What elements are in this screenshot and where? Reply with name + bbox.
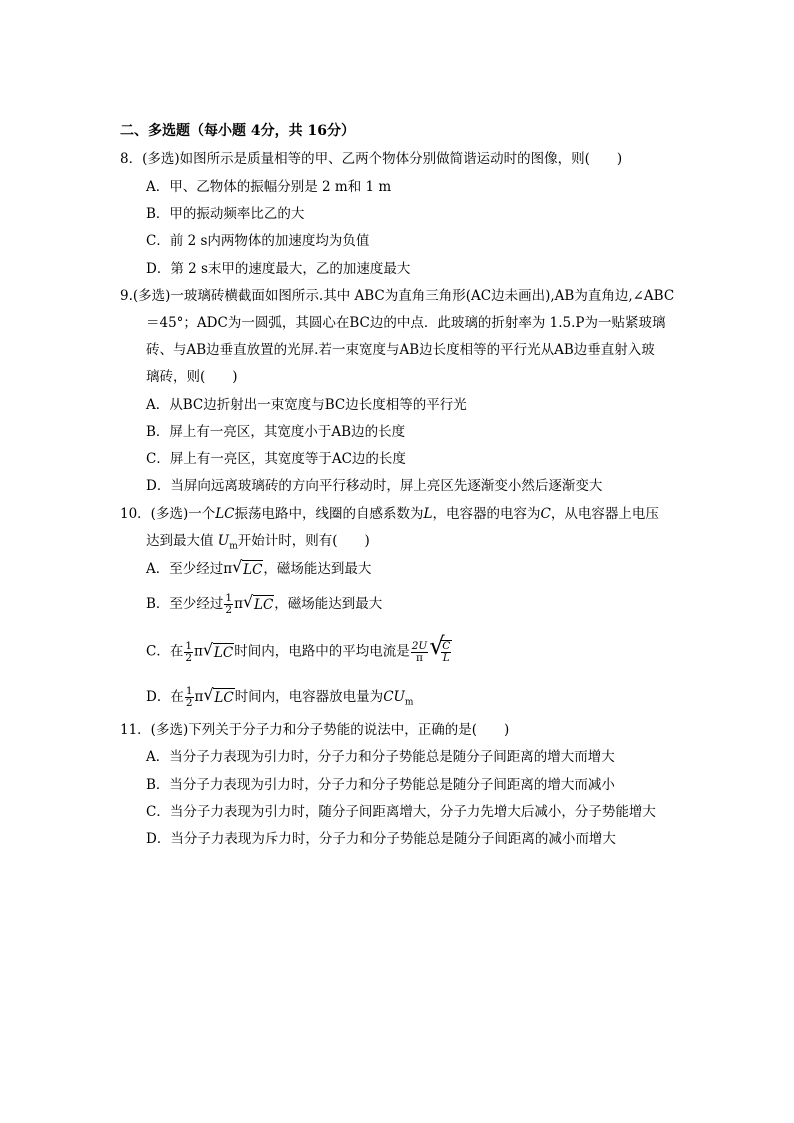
q10-option-d (146, 686, 413, 712)
q9-stem-line-1: 9.(多选)一玻璃砖横截面如图所示.其中 ABC为直角三角形(AC边未画出),AB为直角边,∠ABC (120, 288, 675, 304)
fraction-one-half (224, 593, 233, 616)
q10-option-a-text: ，磁场能达到最大 (263, 561, 372, 577)
q10-stem-text: 达到最大值 (146, 533, 214, 549)
q11-option-a: A．当分子力表现为引力时，分子力和分子势能总是随分子间距离的增大而增大 (146, 749, 615, 765)
q8-stem: 8．(多选)如图所示是质量相等的甲、乙两个物体分别做简谐运动时的图像，则( ) (120, 151, 623, 167)
pi-symbol: π (194, 643, 203, 660)
pi-symbol: π (234, 596, 243, 612)
fraction-one-half (185, 686, 194, 709)
q10-stem-text: 振荡电路中，线圈的自感系数为 (234, 506, 424, 522)
q8-option-c: C．前 2 s内两物体的加速度均为负值 (146, 233, 370, 249)
fraction-numerator: 1 (185, 685, 193, 697)
sqrt-lc: √ LC (202, 639, 234, 661)
q8-option-d: D．第 2 s末甲的速度最大，乙的加速度最大 (146, 261, 411, 277)
q10-option-a (146, 557, 372, 579)
sqrt-lc-body: LC (243, 562, 263, 578)
q10-lc-symbol: LC (215, 506, 235, 522)
q10-c-symbol: C (540, 506, 551, 522)
q9-stem-line-4: 璃砖，则( ) (146, 369, 238, 385)
q11-option-b: B．当分子力表现为引力时，分子力和分子势能总是随分子间距离的增大而减小 (146, 777, 615, 793)
fraction-denominator: L (442, 652, 450, 664)
q11-stem: 11．(多选)下列关于分子力和分子势能的说法中，正确的是( ) (120, 722, 510, 738)
sqrt-lc: √ LC (242, 592, 274, 613)
fraction-numerator: C (442, 640, 451, 652)
fraction-denominator: π (416, 651, 423, 664)
q10-option-d-text: D．在 (146, 689, 184, 705)
sqrt-lc-body: LC (213, 644, 234, 661)
q10-um-subscript: m (229, 541, 238, 552)
q9-option-a: A．从BC边折射出一束宽度与BC边长度相等的平行光 (146, 397, 467, 413)
fraction-denominator: 2 (185, 651, 193, 664)
section-title: 二、多选题（每小题 4分，共 16分） (120, 123, 355, 139)
fraction-numerator: 1 (185, 639, 193, 652)
q9-option-d: D．当屏向远离玻璃砖的方向平行移动时，屏上亮区先逐渐变小然后逐渐变大 (146, 478, 603, 494)
pi-symbol: π (194, 689, 204, 705)
q10-stem-line-1 (120, 505, 659, 523)
q10-stem-text: ，从电容器上电压 (550, 506, 659, 522)
sqrt-lc-body: LC (253, 597, 274, 613)
cu-symbol: CU (383, 689, 405, 705)
fraction-numerator: 1 (225, 592, 233, 604)
sqrt-c-over-l: √ $\frac{C}{L}$ (429, 632, 451, 664)
q10-option-c (146, 632, 452, 664)
q9-stem-line-2: ＝45°；ADC为一圆弧，其圆心在BC边的中点．此玻璃的折射率为 1.5.P为一贴紧玻璃 (146, 315, 666, 331)
fraction-2um-over-pi (411, 641, 429, 664)
q10-stem-line-2 (146, 532, 370, 556)
q10-l-symbol: L (423, 506, 433, 522)
q10-stem-text: ，电容器的电容为 (432, 506, 541, 522)
fraction-denominator: 2 (225, 604, 233, 616)
q10-option-d-text: 时间内，电容器放电量为 (234, 689, 384, 705)
q10-option-c-text: 时间内，电路中的平均电流是 (234, 643, 410, 660)
sqrt-lc: √ LC (232, 557, 263, 578)
fraction-numerator: 2U (411, 639, 428, 652)
q10-option-c-text: C．在 (146, 643, 184, 660)
q10-option-b (146, 593, 382, 616)
q10-stem-text: 开始计时，则有( ) (237, 533, 370, 549)
cu-subscript: m (404, 697, 414, 708)
q9-stem-line-3: 砖、与AB边垂直放置的光屏.若一束宽度与AB边长度相等的平行光从AB边垂直射入玻 (146, 342, 655, 358)
q10-option-a-text: A．至少经过π (146, 561, 233, 577)
fraction-one-half (184, 641, 193, 664)
q9-option-b: B．屏上有一亮区，其宽度小于AB边的长度 (146, 424, 406, 440)
sqrt-lc: √ LC (203, 685, 234, 706)
q10-um-symbol: U (217, 533, 230, 549)
q10-option-b-text: ，磁场能达到最大 (274, 596, 383, 612)
q10-option-b-text: B．至少经过 (146, 596, 224, 612)
sqrt-lc-body: LC (214, 690, 234, 706)
q8-option-a: A．甲、乙物体的振幅分别是 2 m和 1 m (146, 179, 392, 195)
q11-option-c: C．当分子力表现为引力时，随分子间距离增大，分子力先增大后减小，分子势能增大 (146, 804, 656, 820)
q11-option-d: D．当分子力表现为斥力时，分子力和分子势能总是随分子间距离的减小而增大 (146, 831, 616, 847)
q8-option-b: B．甲的振动频率比乙的大 (146, 206, 305, 222)
q10-stem-text: 10．(多选)一个 (120, 506, 216, 522)
q9-option-c: C．屏上有一亮区，其宽度等于AC边的长度 (146, 451, 406, 467)
fraction-denominator: 2 (185, 697, 193, 709)
